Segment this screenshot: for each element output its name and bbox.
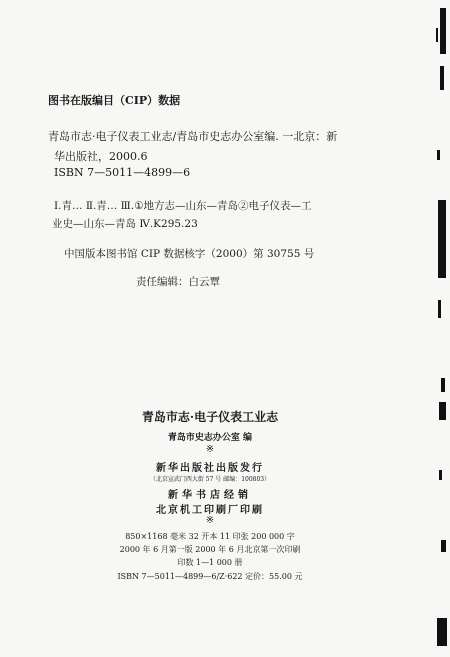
isbn-price: ISBN 7—5011—4899—6/Z·622 定价：55.00 元 bbox=[117, 572, 303, 581]
edge-mark bbox=[437, 618, 447, 646]
edge-mark bbox=[438, 300, 441, 318]
print-run: 印数 1—1 000 册 bbox=[177, 558, 243, 567]
edge-mark bbox=[436, 28, 438, 42]
edge-mark bbox=[439, 470, 442, 480]
cip-subject-line-2: 业史—山东—青岛 Ⅳ.K295.23 bbox=[52, 218, 198, 230]
edge-strip bbox=[428, 0, 450, 657]
separator-mark: ※ bbox=[205, 444, 215, 455]
book-title: 青岛市志·电子仪表工业志 bbox=[141, 410, 279, 424]
cip-title-line-1: 青岛市志·电子仪表工业志/青岛市史志办公室编. 一北京：新 bbox=[48, 130, 338, 143]
cip-subject-line-1: Ⅰ.青… Ⅱ.青… Ⅲ.①地方志—山东—青岛②电子仪表—工 bbox=[54, 200, 312, 212]
printer: 北京机工印刷厂印刷 bbox=[156, 505, 264, 516]
cip-number: 中国版本图书馆 CIP 数据核字（2000）第 30755 号 bbox=[64, 248, 315, 260]
edge-mark bbox=[441, 378, 445, 392]
cip-heading: 图书在版编目（CIP）数据 bbox=[48, 94, 181, 107]
cip-title-line-2: 华出版社，2000.6 bbox=[54, 150, 148, 163]
edge-mark bbox=[441, 540, 446, 552]
publisher: 新华出版社出版发行 bbox=[156, 463, 264, 474]
edge-mark bbox=[438, 200, 446, 278]
edge-mark bbox=[439, 402, 446, 420]
edition-info: 2000 年 6 月第一版 2000 年 6 月北京第一次印刷 bbox=[119, 545, 301, 554]
author: 青岛市史志办公室 编 bbox=[167, 433, 253, 443]
edge-mark bbox=[437, 150, 440, 160]
distributor: 新华书店经销 bbox=[168, 490, 252, 501]
print-specs: 850×1168 毫米 32 开本 11 印张 200 000 字 bbox=[125, 532, 295, 541]
edge-mark bbox=[440, 66, 444, 90]
responsible-editor: 责任编辑：白云覃 bbox=[136, 276, 220, 288]
publisher-address: （北京宣武门西大街 57 号 邮编：100803） bbox=[149, 476, 271, 483]
separator-mark-2: ※ bbox=[205, 515, 215, 526]
cip-isbn: ISBN 7—5011—4899—6 bbox=[54, 166, 191, 179]
edge-mark bbox=[440, 8, 446, 54]
